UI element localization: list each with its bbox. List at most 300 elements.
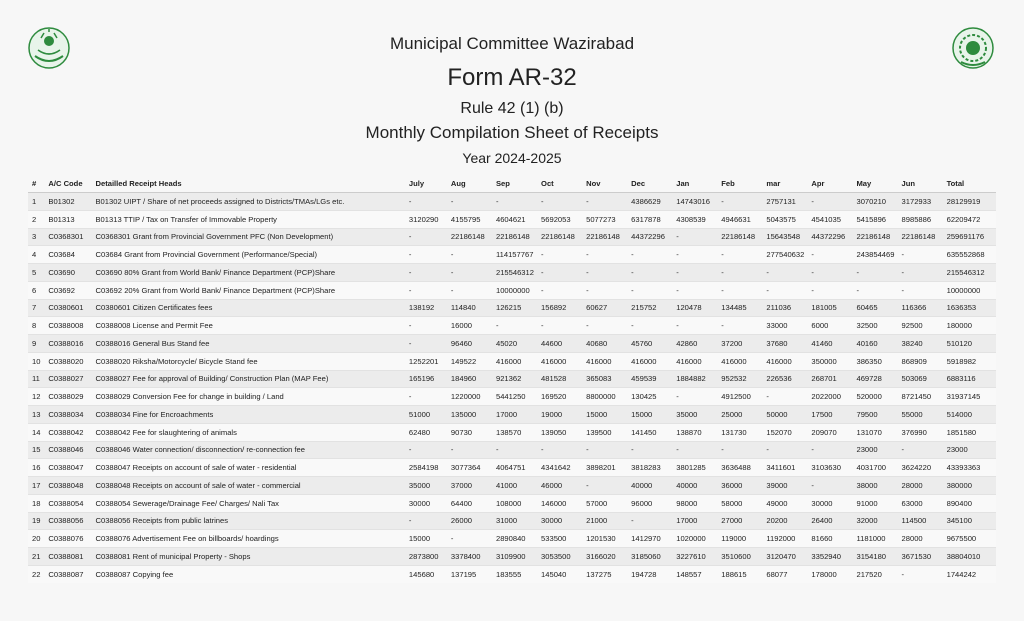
col-dec-cell: 44372296: [627, 228, 672, 246]
col-mar-cell: 226536: [762, 370, 807, 388]
col-feb-cell: 131730: [717, 423, 762, 441]
col-may-cell: -: [852, 281, 897, 299]
col-total-cell: 345100: [943, 512, 996, 530]
col-july-cell: 145680: [405, 565, 447, 582]
col-feb-cell: 416000: [717, 352, 762, 370]
col-nov-header: Nov: [582, 174, 627, 193]
col-dec-cell: 40000: [627, 477, 672, 495]
col-total-cell: 259691176: [943, 228, 996, 246]
col-apr-cell: 81660: [807, 530, 852, 548]
col-july-cell: -: [405, 512, 447, 530]
table-row: [28, 406, 996, 424]
col-mar-cell: 49000: [762, 494, 807, 512]
col-dec-cell: 194728: [627, 565, 672, 582]
col-feb-cell: 36000: [717, 477, 762, 495]
col-may-cell: 23000: [852, 441, 897, 459]
col-july-cell: -: [405, 388, 447, 406]
col-index-cell: 20: [28, 530, 44, 548]
col-index-cell: 15: [28, 441, 44, 459]
col-july-cell: 138192: [405, 299, 447, 317]
col-dec-cell: 45760: [627, 335, 672, 353]
col-apr-cell: 3352940: [807, 548, 852, 566]
col-may-cell: 79500: [852, 406, 897, 424]
col-ac-code-cell: B01302: [44, 193, 91, 211]
col-apr-cell: 30000: [807, 494, 852, 512]
col-feb-cell: 58000: [717, 494, 762, 512]
table-row: [28, 441, 996, 459]
col-nov-cell: -: [582, 441, 627, 459]
col-receipt-heads-cell: C03684 Grant from Provincial Government (Performance/Special): [91, 246, 404, 264]
col-july-cell: 15000: [405, 530, 447, 548]
col-index-cell: 6: [28, 281, 44, 299]
col-ac-code-cell: C0388008: [44, 317, 91, 335]
table-row: [28, 352, 996, 370]
col-total-cell: 10000000: [943, 281, 996, 299]
col-jun-cell: -: [898, 441, 943, 459]
col-dec-cell: 416000: [627, 352, 672, 370]
col-feb-cell: 134485: [717, 299, 762, 317]
col-receipt-heads-cell: B01313 TTIP / Tax on Transfer of Immovable Property: [91, 210, 404, 228]
col-index-header: #: [28, 174, 44, 193]
col-sep-cell: 4604621: [492, 210, 537, 228]
col-sep-cell: 114157767: [492, 246, 537, 264]
col-receipt-heads-cell: C0388016 General Bus Stand fee: [91, 335, 404, 353]
col-jan-cell: 3227610: [672, 548, 717, 566]
col-receipt-heads-header: Detailled Receipt Heads: [91, 174, 404, 193]
table-row: [28, 370, 996, 388]
organization-name: Municipal Committee Wazirabad: [389, 34, 635, 53]
col-mar-cell: 2757131: [762, 193, 807, 211]
col-index-cell: 2: [28, 210, 44, 228]
col-mar-cell: -: [762, 264, 807, 282]
col-total-cell: 62209472: [943, 210, 996, 228]
col-nov-cell: 60627: [582, 299, 627, 317]
col-oct-cell: -: [537, 281, 582, 299]
col-nov-cell: -: [582, 246, 627, 264]
table-row: [28, 281, 996, 299]
col-index-cell: 8: [28, 317, 44, 335]
col-feb-cell: 25000: [717, 406, 762, 424]
col-index-cell: 9: [28, 335, 44, 353]
col-total-cell: 31937145: [943, 388, 996, 406]
col-sep-cell: 5441250: [492, 388, 537, 406]
col-july-cell: 165196: [405, 370, 447, 388]
col-dec-cell: -: [627, 441, 672, 459]
sheet-title: Monthly Compilation Sheet of Receipts: [365, 123, 659, 142]
col-nov-cell: 22186148: [582, 228, 627, 246]
col-receipt-heads-cell: C0388029 Conversion Fee for change in building / Land: [91, 388, 404, 406]
col-may-cell: 38000: [852, 477, 897, 495]
col-mar-cell: -: [762, 281, 807, 299]
col-ac-code-cell: C0368301: [44, 228, 91, 246]
col-ac-code-cell: C0388048: [44, 477, 91, 495]
col-jan-cell: 4308539: [672, 210, 717, 228]
col-sep-cell: 416000: [492, 352, 537, 370]
col-sep-cell: 126215: [492, 299, 537, 317]
col-jun-cell: 3172933: [898, 193, 943, 211]
col-total-cell: 180000: [943, 317, 996, 335]
col-total-cell: 9675500: [943, 530, 996, 548]
col-dec-cell: 459539: [627, 370, 672, 388]
col-jun-cell: 503069: [898, 370, 943, 388]
col-may-cell: 60465: [852, 299, 897, 317]
col-dec-cell: 96000: [627, 494, 672, 512]
col-receipt-heads-cell: B01302 UIPT / Share of net proceeds assigned to Districts/TMAs/LGs etc.: [91, 193, 404, 211]
col-sep-cell: 10000000: [492, 281, 537, 299]
col-index-cell: 21: [28, 548, 44, 566]
col-sep-header: Sep: [492, 174, 537, 193]
col-feb-cell: 952532: [717, 370, 762, 388]
col-receipt-heads-cell: C0388076 Advertisement Fee on billboards/ hoardings: [91, 530, 404, 548]
col-feb-cell: -: [717, 441, 762, 459]
col-aug-cell: 22186148: [447, 228, 492, 246]
table-row: [28, 477, 996, 495]
table-row: [28, 335, 996, 353]
col-may-cell: 91000: [852, 494, 897, 512]
col-july-cell: -: [405, 441, 447, 459]
col-sep-cell: 921362: [492, 370, 537, 388]
col-apr-cell: 44372296: [807, 228, 852, 246]
col-feb-cell: -: [717, 246, 762, 264]
col-nov-cell: 139500: [582, 423, 627, 441]
col-mar-cell: 3120470: [762, 548, 807, 566]
col-apr-cell: 178000: [807, 565, 852, 582]
col-jun-cell: -: [898, 264, 943, 282]
col-index-cell: 4: [28, 246, 44, 264]
col-receipt-heads-cell: C0368301 Grant from Provincial Government PFC (Non Development): [91, 228, 404, 246]
col-receipt-heads-cell: C0388087 Copying fee: [91, 565, 404, 582]
col-sep-cell: 3109900: [492, 548, 537, 566]
col-feb-header: Feb: [717, 174, 762, 193]
col-receipt-heads-cell: C0388027 Fee for approval of Building/ Construction Plan (MAP Fee): [91, 370, 404, 388]
col-may-cell: 469728: [852, 370, 897, 388]
col-ac-code-header: A/C Code: [44, 174, 91, 193]
col-index-cell: 10: [28, 352, 44, 370]
col-nov-cell: 21000: [582, 512, 627, 530]
col-aug-cell: 16000: [447, 317, 492, 335]
col-ac-code-cell: C0388029: [44, 388, 91, 406]
col-total-cell: 635552868: [943, 246, 996, 264]
col-mar-cell: 15643548: [762, 228, 807, 246]
col-total-cell: 1851580: [943, 423, 996, 441]
col-jan-cell: -: [672, 441, 717, 459]
col-jan-cell: 98000: [672, 494, 717, 512]
col-jun-cell: 114500: [898, 512, 943, 530]
col-sep-cell: 4064751: [492, 459, 537, 477]
col-oct-cell: 169520: [537, 388, 582, 406]
col-ac-code-cell: C0388054: [44, 494, 91, 512]
col-july-cell: -: [405, 317, 447, 335]
table-row: [28, 246, 996, 264]
col-nov-cell: 8800000: [582, 388, 627, 406]
col-aug-cell: 135000: [447, 406, 492, 424]
col-dec-cell: -: [627, 246, 672, 264]
col-jun-cell: 868909: [898, 352, 943, 370]
col-aug-cell: -: [447, 264, 492, 282]
col-ac-code-cell: C0388087: [44, 565, 91, 582]
col-ac-code-cell: C0388046: [44, 441, 91, 459]
col-dec-cell: 141450: [627, 423, 672, 441]
col-ac-code-cell: C0388076: [44, 530, 91, 548]
col-july-cell: 2873800: [405, 548, 447, 566]
table-body: [28, 193, 996, 583]
col-dec-cell: 4386629: [627, 193, 672, 211]
col-oct-cell: 156892: [537, 299, 582, 317]
col-may-header: May: [852, 174, 897, 193]
col-jun-cell: 8985886: [898, 210, 943, 228]
col-jun-cell: 22186148: [898, 228, 943, 246]
col-dec-cell: 6317878: [627, 210, 672, 228]
col-oct-cell: 46000: [537, 477, 582, 495]
col-sep-cell: 2890840: [492, 530, 537, 548]
col-apr-cell: 6000: [807, 317, 852, 335]
col-july-cell: -: [405, 228, 447, 246]
col-may-cell: 3070210: [852, 193, 897, 211]
col-aug-cell: 114840: [447, 299, 492, 317]
col-july-cell: 30000: [405, 494, 447, 512]
col-july-cell: -: [405, 335, 447, 353]
col-apr-cell: -: [807, 441, 852, 459]
col-oct-cell: 19000: [537, 406, 582, 424]
col-oct-cell: 146000: [537, 494, 582, 512]
col-mar-cell: -: [762, 441, 807, 459]
col-oct-cell: -: [537, 441, 582, 459]
col-receipt-heads-cell: C0388081 Rent of municipal Property - Shops: [91, 548, 404, 566]
col-apr-cell: -: [807, 281, 852, 299]
col-index-cell: 18: [28, 494, 44, 512]
col-aug-header: Aug: [447, 174, 492, 193]
col-nov-cell: 137275: [582, 565, 627, 582]
col-apr-cell: 26400: [807, 512, 852, 530]
col-jan-cell: 3801285: [672, 459, 717, 477]
col-total-cell: 215546312: [943, 264, 996, 282]
col-total-cell: 43393363: [943, 459, 996, 477]
col-aug-cell: 96460: [447, 335, 492, 353]
col-feb-cell: 3636488: [717, 459, 762, 477]
col-apr-cell: -: [807, 264, 852, 282]
col-index-cell: 5: [28, 264, 44, 282]
col-sep-cell: 215546312: [492, 264, 537, 282]
col-oct-cell: 4341642: [537, 459, 582, 477]
table-row: [28, 459, 996, 477]
col-feb-cell: 4946631: [717, 210, 762, 228]
col-mar-cell: 277540632: [762, 246, 807, 264]
col-total-cell: 510120: [943, 335, 996, 353]
col-aug-cell: -: [447, 193, 492, 211]
col-july-cell: 2584198: [405, 459, 447, 477]
col-ac-code-cell: C0388047: [44, 459, 91, 477]
col-mar-cell: 37680: [762, 335, 807, 353]
col-apr-cell: 2022000: [807, 388, 852, 406]
col-mar-cell: 20200: [762, 512, 807, 530]
col-jun-cell: -: [898, 246, 943, 264]
col-aug-cell: 3378400: [447, 548, 492, 566]
col-sep-cell: 41000: [492, 477, 537, 495]
col-apr-cell: 268701: [807, 370, 852, 388]
col-jan-cell: -: [672, 388, 717, 406]
col-apr-cell: 3103630: [807, 459, 852, 477]
col-dec-cell: -: [627, 281, 672, 299]
col-receipt-heads-cell: C0388008 License and Permit Fee: [91, 317, 404, 335]
col-feb-cell: -: [717, 193, 762, 211]
col-receipt-heads-cell: C0388047 Receipts on account of sale of water - residential: [91, 459, 404, 477]
col-aug-cell: 90730: [447, 423, 492, 441]
col-feb-cell: 188615: [717, 565, 762, 582]
col-feb-cell: 4912500: [717, 388, 762, 406]
col-nov-cell: 1201530: [582, 530, 627, 548]
col-aug-cell: 149522: [447, 352, 492, 370]
col-july-cell: -: [405, 281, 447, 299]
col-aug-cell: 26000: [447, 512, 492, 530]
col-feb-cell: -: [717, 264, 762, 282]
col-dec-cell: 215752: [627, 299, 672, 317]
col-index-cell: 22: [28, 565, 44, 582]
col-oct-cell: 3053500: [537, 548, 582, 566]
col-total-cell: 514000: [943, 406, 996, 424]
col-sep-cell: 22186148: [492, 228, 537, 246]
col-receipt-heads-cell: C03690 80% Grant from World Bank/ Finance Department (PCP)Share: [91, 264, 404, 282]
col-aug-cell: 37000: [447, 477, 492, 495]
col-july-cell: -: [405, 193, 447, 211]
col-oct-cell: 416000: [537, 352, 582, 370]
col-nov-cell: 40680: [582, 335, 627, 353]
col-nov-cell: 5077273: [582, 210, 627, 228]
col-july-cell: 3120290: [405, 210, 447, 228]
col-apr-cell: 17500: [807, 406, 852, 424]
col-oct-cell: 145040: [537, 565, 582, 582]
col-sep-cell: -: [492, 441, 537, 459]
col-feb-cell: 119000: [717, 530, 762, 548]
col-may-cell: 5415896: [852, 210, 897, 228]
col-may-cell: 22186148: [852, 228, 897, 246]
col-ac-code-cell: C0388042: [44, 423, 91, 441]
col-ac-code-cell: C0388016: [44, 335, 91, 353]
col-nov-cell: -: [582, 317, 627, 335]
col-nov-cell: -: [582, 477, 627, 495]
table-row: [28, 530, 996, 548]
col-apr-cell: -: [807, 246, 852, 264]
col-oct-cell: -: [537, 193, 582, 211]
col-ac-code-cell: C03692: [44, 281, 91, 299]
col-jun-cell: 63000: [898, 494, 943, 512]
col-jun-cell: 3624220: [898, 459, 943, 477]
col-ac-code-cell: C0388027: [44, 370, 91, 388]
col-receipt-heads-cell: C0380601 Citizen Certificates fees: [91, 299, 404, 317]
col-aug-cell: 1220000: [447, 388, 492, 406]
col-oct-cell: -: [537, 317, 582, 335]
col-mar-cell: 211036: [762, 299, 807, 317]
col-apr-header: Apr: [807, 174, 852, 193]
fiscal-year: Year 2024-2025: [462, 150, 562, 166]
col-apr-cell: 209070: [807, 423, 852, 441]
col-sep-cell: 183555: [492, 565, 537, 582]
col-total-header: Total: [943, 174, 996, 193]
col-jan-cell: 14743016: [672, 193, 717, 211]
col-receipt-heads-cell: C0388042 Fee for slaughtering of animals: [91, 423, 404, 441]
col-ac-code-cell: C0388020: [44, 352, 91, 370]
col-sep-cell: 138570: [492, 423, 537, 441]
col-jan-header: Jan: [672, 174, 717, 193]
col-nov-cell: 365083: [582, 370, 627, 388]
col-may-cell: 3154180: [852, 548, 897, 566]
col-jun-cell: 38240: [898, 335, 943, 353]
col-ac-code-cell: C0388056: [44, 512, 91, 530]
col-index-cell: 14: [28, 423, 44, 441]
col-dec-cell: 130425: [627, 388, 672, 406]
col-feb-cell: -: [717, 281, 762, 299]
col-may-cell: 131070: [852, 423, 897, 441]
col-may-cell: 520000: [852, 388, 897, 406]
col-mar-cell: 152070: [762, 423, 807, 441]
col-ac-code-cell: C0388081: [44, 548, 91, 566]
col-ac-code-cell: C0380601: [44, 299, 91, 317]
col-apr-cell: 350000: [807, 352, 852, 370]
col-july-cell: -: [405, 246, 447, 264]
col-nov-cell: 57000: [582, 494, 627, 512]
table-row: [28, 388, 996, 406]
col-jun-cell: 3671530: [898, 548, 943, 566]
col-jun-cell: 92500: [898, 317, 943, 335]
col-sep-cell: 31000: [492, 512, 537, 530]
receipts-table: [28, 174, 996, 583]
col-total-cell: 6883116: [943, 370, 996, 388]
col-dec-cell: -: [627, 264, 672, 282]
col-mar-cell: 1192000: [762, 530, 807, 548]
col-dec-header: Dec: [627, 174, 672, 193]
col-ac-code-cell: C03690: [44, 264, 91, 282]
table-header-row: [28, 174, 996, 193]
col-nov-cell: 416000: [582, 352, 627, 370]
col-receipt-heads-cell: C0388034 Fine for Encroachments: [91, 406, 404, 424]
col-oct-cell: -: [537, 246, 582, 264]
col-dec-cell: 3185060: [627, 548, 672, 566]
table-row: [28, 494, 996, 512]
rule-reference: Rule 42 (1) (b): [460, 100, 564, 117]
col-oct-cell: 533500: [537, 530, 582, 548]
col-jan-cell: -: [672, 228, 717, 246]
form-title: Form AR-32: [447, 64, 577, 91]
col-mar-header: mar: [762, 174, 807, 193]
table-row: [28, 317, 996, 335]
col-jun-cell: 376990: [898, 423, 943, 441]
col-sep-cell: 45020: [492, 335, 537, 353]
col-apr-cell: -: [807, 193, 852, 211]
col-receipt-heads-cell: C03692 20% Grant from World Bank/ Finance Department (PCP)Share: [91, 281, 404, 299]
col-jun-cell: -: [898, 281, 943, 299]
col-jun-cell: 28000: [898, 477, 943, 495]
col-receipt-heads-cell: C0388056 Receipts from public latrines: [91, 512, 404, 530]
col-jan-cell: -: [672, 264, 717, 282]
table-row: [28, 228, 996, 246]
col-aug-cell: -: [447, 281, 492, 299]
col-jun-cell: 8721450: [898, 388, 943, 406]
col-total-cell: 28129919: [943, 193, 996, 211]
col-may-cell: 4031700: [852, 459, 897, 477]
col-oct-cell: 30000: [537, 512, 582, 530]
table-row: [28, 548, 996, 566]
col-aug-cell: 184960: [447, 370, 492, 388]
col-jan-cell: 17000: [672, 512, 717, 530]
col-may-cell: 243854469: [852, 246, 897, 264]
col-receipt-heads-cell: C0388020 Riksha/Motorcycle/ Bicycle Stand fee: [91, 352, 404, 370]
col-sep-cell: -: [492, 317, 537, 335]
col-oct-cell: 481528: [537, 370, 582, 388]
col-may-cell: 40160: [852, 335, 897, 353]
col-apr-cell: 181005: [807, 299, 852, 317]
col-jan-cell: 416000: [672, 352, 717, 370]
col-dec-cell: 3818283: [627, 459, 672, 477]
table-row: [28, 512, 996, 530]
